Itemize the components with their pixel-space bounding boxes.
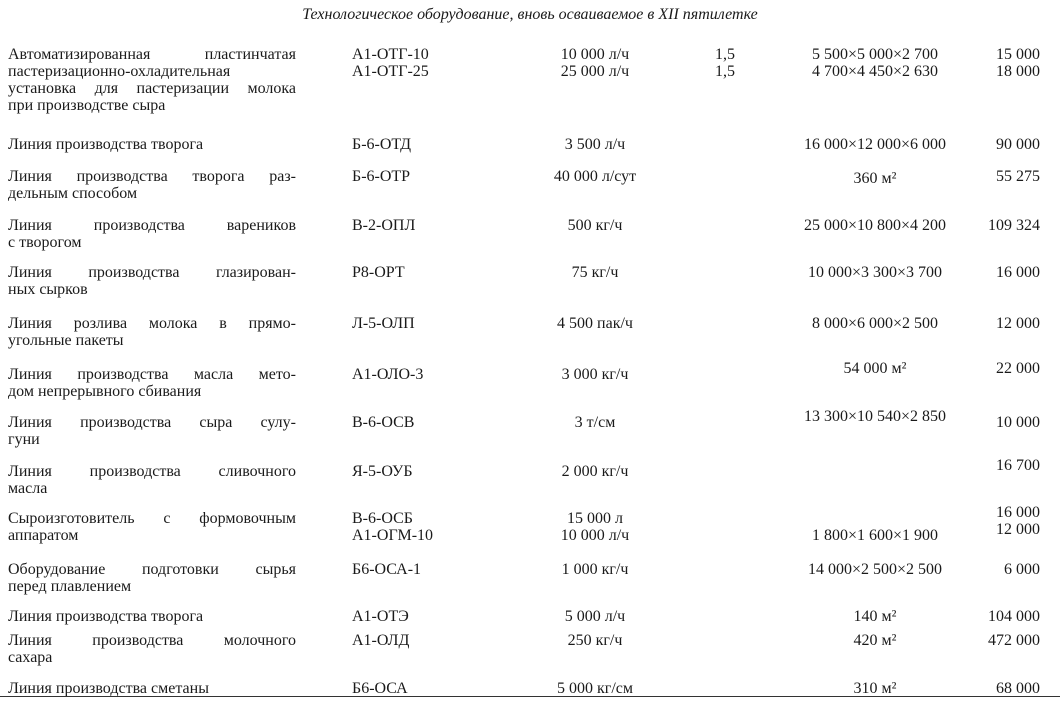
equipment-code-cell [352,315,415,332]
price-cell [940,414,1040,431]
price-cell [940,46,1040,80]
power: 1,5 [715,46,735,63]
dimensions: 14 000×2 500×2 500 [807,561,943,578]
productivity-cell [520,315,670,332]
equipment-name: перед плавлением [8,578,132,595]
equipment-name: Линия розлива молока в прямо- [8,315,296,332]
equipment-name: Оборудование подготовки сырья [8,561,296,578]
equipment-code-cell [352,608,409,625]
equipment-name: Линия производства вареников [8,217,296,234]
equipment-name: дом непрерывного сбивания [8,383,202,400]
price-cell [940,561,1040,578]
equipment-code-cell [352,217,415,234]
price: 16 000 [996,264,1040,281]
dimensions: 1 800×1 600×1 900 [811,527,939,544]
productivity: 500 кг/ч [567,217,623,234]
equipment-name: аппаратом [8,527,79,544]
equipment-code: Я-5-ОУБ [352,463,413,480]
productivity-cell [520,680,670,697]
productivity-cell [520,632,670,649]
productivity-cell [520,217,670,234]
equipment-code: В-6-ОСБ [352,510,413,527]
equipment-code: Б6-ОСА [352,680,408,697]
productivity-cell [520,463,670,480]
dimensions: 140 м² [853,608,897,625]
dimensions: 13 300×10 540×2 850 [803,408,947,425]
equipment-name-cell [8,136,296,153]
equipment-name: Линия производства творога раз- [8,168,296,185]
bottom-rule [0,696,1060,697]
equipment-code-cell [352,366,423,383]
price: 15 000 [996,46,1040,63]
productivity: 4 500 пак/ч [557,315,633,332]
equipment-name-cell [8,463,296,497]
price: 55 275 [996,168,1040,185]
productivity: 40 000 л/сут [553,168,637,185]
equipment-name-cell [8,608,296,625]
equipment-name-cell [8,366,296,400]
productivity: 2 000 кг/ч [561,463,629,480]
dimensions: 54 000 м² [843,360,907,377]
equipment-name-cell [8,414,296,448]
equipment-name: при производстве сыра [8,97,166,114]
equipment-name: Сыроизготовитель с формовочным [8,510,296,527]
equipment-code: Р8-ОРТ [352,264,405,281]
price-cell [940,264,1040,281]
dimensions: 8 000×6 000×2 500 [811,315,939,332]
price-cell [940,504,1040,538]
price-cell [940,168,1040,185]
productivity: 10 000 л/ч [560,527,630,544]
productivity: 3 500 л/ч [564,136,626,153]
dimensions: 16 000×12 000×6 000 [803,136,947,153]
equipment-name: Линия производства сыра сулу- [8,414,296,431]
equipment-name: Линия производства глазирован- [8,264,296,281]
dimensions: 5 500×5 000×2 700 [811,46,939,63]
dimensions: 310 м² [853,680,897,697]
productivity-cell [520,561,670,578]
power-cell [700,46,750,80]
price: 18 000 [996,63,1040,80]
productivity: 15 000 л [567,510,623,527]
equipment-name-cell [8,561,296,595]
equipment-code: Б6-ОСА-1 [352,561,422,578]
equipment-name-cell [8,46,296,114]
price-cell [940,457,1040,474]
dimensions: 360 м² [853,170,897,187]
dimensions: 4 700×4 450×2 630 [811,63,939,80]
productivity-cell [520,366,670,383]
equipment-code-cell [352,414,414,431]
equipment-name: ных сырков [8,281,88,298]
equipment-name-cell [8,632,296,666]
equipment-name: Линия производства сметаны [8,680,209,697]
dimensions: 420 м² [853,632,897,649]
price: 16 000 [996,504,1040,521]
productivity-cell [520,136,670,153]
price: 10 000 [996,414,1040,431]
equipment-name-cell [8,217,296,251]
equipment-name: Линия производства творога [8,608,204,625]
table-title: Технологическое оборудование, вновь осваиваемое в XII пятилетке [302,6,758,23]
productivity: 1 000 кг/ч [561,561,629,578]
equipment-code: А1-ОТЭ [352,608,409,625]
price: 16 700 [996,457,1040,474]
price: 22 000 [996,360,1040,377]
productivity-cell [520,510,670,544]
productivity-cell [520,414,670,431]
equipment-name: угольные пакеты [8,332,124,349]
equipment-code: А1-ОЛО-3 [352,366,424,383]
price: 68 000 [996,680,1040,697]
price: 12 000 [996,315,1040,332]
equipment-name: гуни [8,431,40,448]
equipment-code: Б-6-ОТД [352,136,412,153]
equipment-name: Линия производства масла мето- [8,366,296,383]
price: 109 324 [988,217,1040,234]
equipment-name: Линия производства творога [8,136,204,153]
price-cell [940,680,1040,697]
productivity-cell [520,168,670,185]
equipment-code: А1-ОТГ-25 [352,63,429,80]
equipment-name-cell [8,264,296,298]
productivity: 5 000 л/ч [564,608,626,625]
productivity: 5 000 кг/см [556,680,633,697]
price: 6 000 [1004,561,1040,578]
productivity-cell [520,608,670,625]
equipment-name: с творогом [8,234,82,251]
equipment-name: установка для пастеризации молока [8,80,296,97]
equipment-code-cell [352,168,410,185]
dimensions: 25 000×10 800×4 200 [803,217,947,234]
equipment-code: А1-ОГМ-10 [352,527,434,544]
equipment-name: Линия производства молочного [8,632,296,649]
price: 90 000 [996,136,1040,153]
power: 1,5 [715,63,735,80]
equipment-code-cell [352,136,411,153]
equipment-code-cell [352,680,408,697]
equipment-name: Линия производства сливочного [8,463,296,480]
price-cell [940,315,1040,332]
equipment-code: А1-ОТГ-10 [352,46,429,63]
equipment-name-cell [8,510,296,544]
equipment-code-cell [352,632,409,649]
equipment-code-cell [352,46,429,80]
equipment-code-cell [352,264,405,281]
equipment-name: сахара [8,649,53,666]
productivity: 250 кг/ч [567,632,623,649]
equipment-name-cell [8,168,296,202]
productivity-cell [520,46,670,80]
equipment-name: дельным способом [8,185,138,202]
price: 12 000 [996,521,1040,538]
equipment-name-cell [8,315,296,349]
productivity: 3 т/см [574,414,616,431]
productivity: 25 000 л/ч [560,63,630,80]
price: 472 000 [988,632,1040,649]
equipment-name: масла [8,480,48,497]
equipment-code: Л-5-ОЛП [352,315,415,332]
price-cell [940,632,1040,649]
equipment-code-cell [352,561,421,578]
equipment-name: пастеризационно-охладительная [8,63,231,80]
productivity: 10 000 л/ч [560,46,630,63]
equipment-name-cell [8,680,296,697]
equipment-code: В-6-ОСВ [352,414,415,431]
price-cell [940,360,1040,377]
price: 104 000 [988,608,1040,625]
equipment-code: В-2-ОПЛ [352,217,416,234]
price-cell [940,136,1040,153]
equipment-name: Автоматизированная пластинчатая [8,46,296,63]
dimensions: 10 000×3 300×3 700 [807,264,943,281]
price-cell [940,217,1040,234]
equipment-code: Б-6-ОТР [352,168,411,185]
price-cell [940,608,1040,625]
productivity: 75 кг/ч [571,264,619,281]
productivity: 3 000 кг/ч [561,366,629,383]
productivity-cell [520,264,670,281]
equipment-code-cell [352,510,433,544]
equipment-code: А1-ОЛД [352,632,410,649]
equipment-code-cell [352,463,413,480]
